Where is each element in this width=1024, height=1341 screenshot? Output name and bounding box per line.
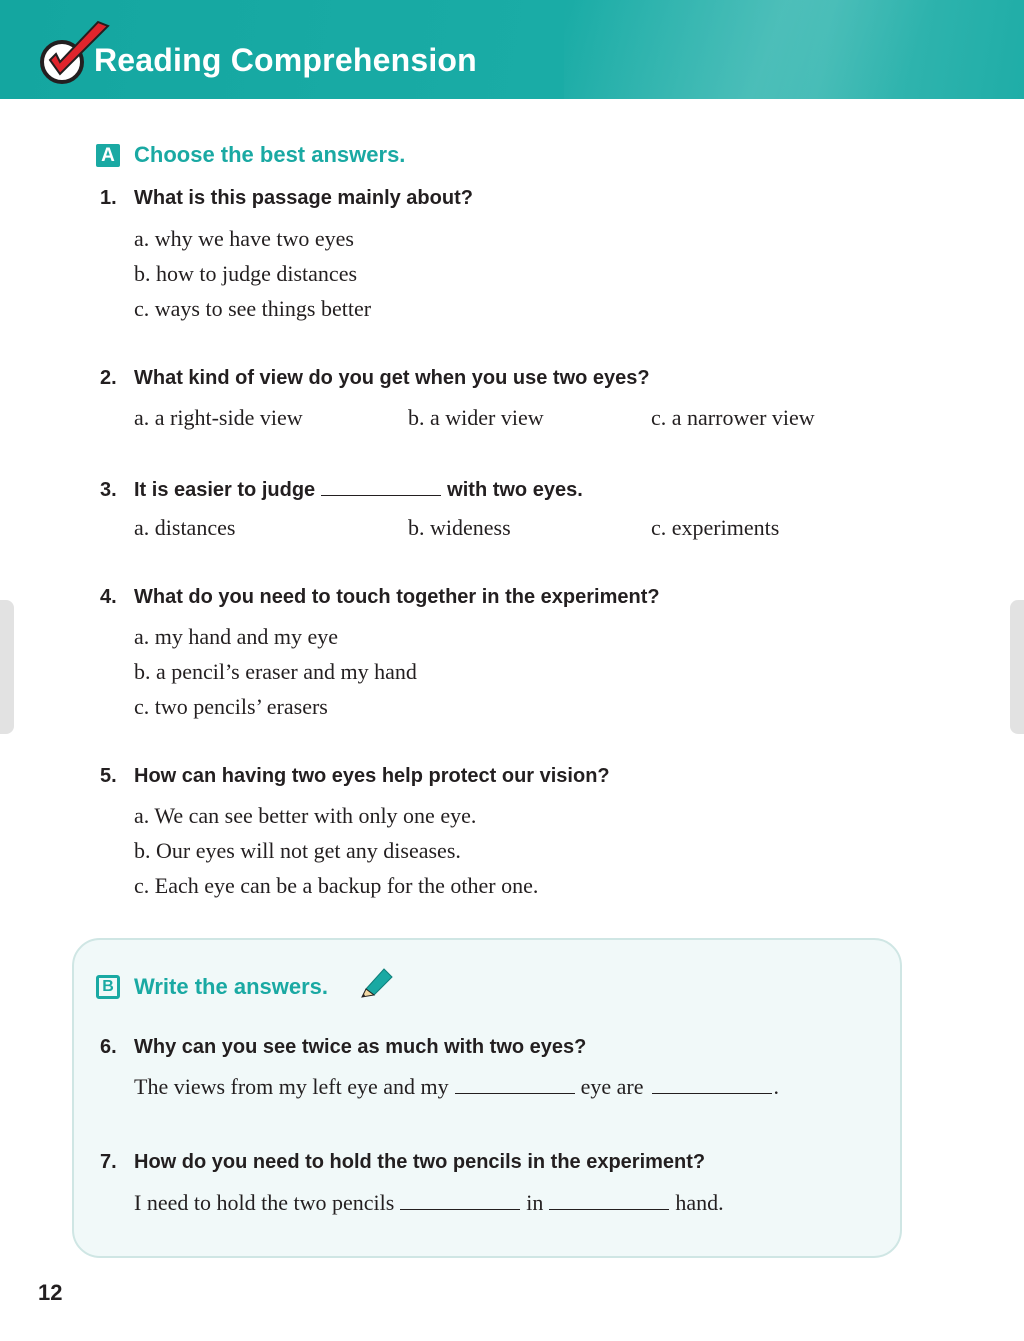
answer-sentence-6: [134, 1074, 779, 1100]
question-3: [100, 477, 583, 502]
question-text: What is this passage mainly about?: [134, 187, 473, 209]
question-number: 7.: [100, 1151, 117, 1173]
option-2c[interactable]: c. a narrower view: [651, 405, 815, 430]
question-6: [100, 1036, 586, 1059]
option-4a[interactable]: a. my hand and my eye: [134, 624, 339, 649]
question-number: 3.: [100, 479, 117, 501]
pencil-icon: [358, 963, 394, 999]
option-5b[interactable]: b. Our eyes will not get any diseases.: [134, 838, 461, 863]
question-number: 5.: [100, 765, 117, 787]
question-text: What kind of view do you get when you use two eyes?: [134, 367, 650, 389]
page-tab-left[interactable]: [0, 600, 14, 734]
section-b-title: Write the answers.: [134, 974, 328, 999]
question-text: How can having two eyes help protect our vision?: [134, 765, 610, 787]
header-banner: [0, 0, 1024, 99]
option-1c[interactable]: c. ways to see things better: [134, 296, 372, 321]
option-4b[interactable]: b. a pencil’s eraser and my hand: [134, 659, 417, 684]
sentence-part: .: [773, 1074, 780, 1099]
question-text-after: with two eyes.: [447, 479, 583, 501]
section-b-heading: [96, 974, 328, 1000]
section-a-heading: [96, 142, 405, 168]
option-4c[interactable]: c. two pencils’ erasers: [134, 694, 328, 719]
option-3a[interactable]: a. distances: [134, 515, 236, 540]
page-number: 12: [38, 1280, 63, 1305]
question-number: 4.: [100, 586, 117, 608]
question-7: [100, 1151, 705, 1174]
question-text: How do you need to hold the two pencils in the experiment?: [134, 1151, 706, 1173]
question-text-before: It is easier to judge: [134, 479, 316, 501]
sentence-part: eye are: [580, 1074, 644, 1099]
sentence-part: hand.: [675, 1190, 724, 1215]
section-a-title: Choose the best answers.: [134, 142, 406, 167]
question-text: What do you need to touch together in the experiment?: [134, 586, 660, 608]
section-a-badge: A: [96, 144, 120, 167]
sentence-part: The views from my left eye and my: [134, 1074, 449, 1099]
option-2b[interactable]: b. a wider view: [408, 405, 544, 430]
option-2a[interactable]: a. a right-side view: [134, 405, 303, 430]
sentence-part: in: [526, 1190, 544, 1215]
question-2: [100, 367, 650, 390]
question-1: [100, 187, 473, 210]
question-5: [100, 765, 610, 788]
answer-blank[interactable]: [321, 477, 441, 496]
answer-blank[interactable]: [455, 1075, 575, 1094]
option-3b[interactable]: b. wideness: [408, 515, 511, 540]
sentence-part: I need to hold the two pencils: [134, 1190, 395, 1215]
section-b-badge: B: [96, 975, 120, 999]
option-1b[interactable]: b. how to judge distances: [134, 261, 358, 286]
answer-blank[interactable]: [400, 1191, 520, 1210]
question-number: 1.: [100, 187, 117, 209]
option-3c[interactable]: c. experiments: [651, 515, 780, 540]
option-5a[interactable]: a. We can see better with only one eye.: [134, 803, 477, 828]
option-5c[interactable]: c. Each eye can be a backup for the other one.: [134, 873, 539, 898]
option-1a[interactable]: a. why we have two eyes: [134, 226, 354, 251]
page-title: Reading Comprehension: [94, 42, 477, 78]
question-number: 2.: [100, 367, 117, 389]
answer-blank[interactable]: [549, 1191, 669, 1210]
question-4: [100, 586, 660, 609]
answer-sentence-7: [134, 1190, 724, 1216]
header-sheen: [564, 0, 1024, 99]
question-number: 6.: [100, 1036, 117, 1058]
answer-blank[interactable]: [652, 1075, 772, 1094]
question-text: Why can you see twice as much with two eyes?: [134, 1036, 587, 1058]
page-tab-right[interactable]: [1010, 600, 1024, 734]
